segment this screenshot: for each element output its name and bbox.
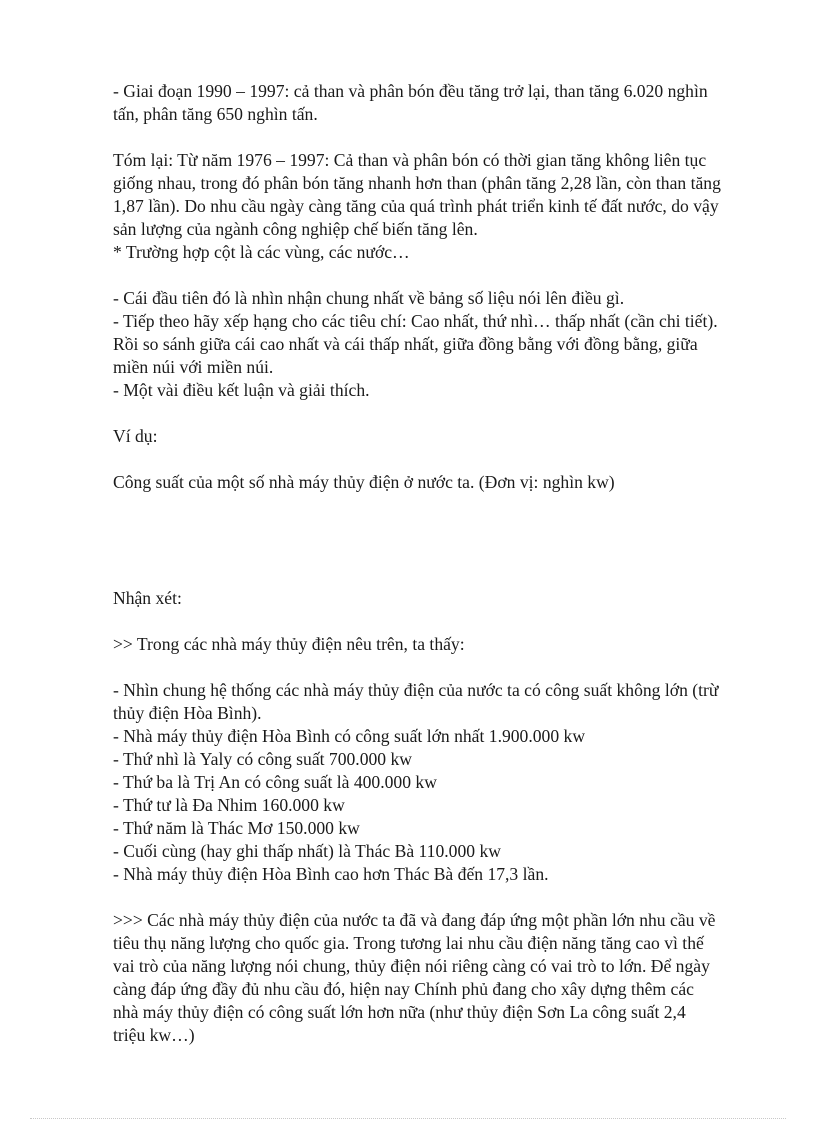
paragraph-period-1990-1997	[113, 80, 763, 126]
paragraph-conclusion	[113, 909, 763, 1047]
text-line: - Nhà máy thủy điện Hòa Bình có công suất lớn nhất 1.900.000 kw	[113, 726, 586, 746]
text-line: - Thứ nhì là Yaly có công suất 700.000 kw	[113, 749, 412, 769]
text-line: Tóm lại: Từ năm 1976 – 1997: Cả than và phân bón có thời gian tăng không liên tục	[113, 150, 707, 170]
text-line: tiêu thụ năng lượng cho quốc gia. Trong tương lai nhu cầu điện năng tăng cao vì thế	[113, 933, 704, 953]
text-line: tấn, phân tăng 650 nghìn tấn.	[113, 104, 318, 124]
text-line: - Thứ năm là Thác Mơ 150.000 kw	[113, 818, 360, 838]
text-line: nhà máy thủy điện có công suất lớn hơn nữa (như thủy điện Sơn La công suất 2,4	[113, 1002, 686, 1022]
text-line: * Trường hợp cột là các vùng, các nước…	[113, 242, 410, 262]
text-line: miền núi với miền núi.	[113, 357, 274, 377]
example-caption-text: Công suất của một số nhà máy thủy điện ở nước ta. (Đơn vị: nghìn kw)	[113, 472, 615, 492]
text-line: - Cuối cùng (hay ghi thấp nhất) là Thác Bà 110.000 kw	[113, 841, 501, 861]
paragraph-method-steps	[113, 287, 763, 402]
remark-label	[113, 587, 763, 610]
text-line: - Nhà máy thủy điện Hòa Bình cao hơn Thác Bà đến 17,3 lần.	[113, 864, 549, 884]
example-label-text: Ví dụ:	[113, 426, 158, 446]
text-line: - Giai đoạn 1990 – 1997: cả than và phân bón đều tăng trở lại, than tăng 6.020 nghìn	[113, 81, 708, 101]
text-line: Rồi so sánh giữa cái cao nhất và cái thấp nhất, giữa đồng bằng với đồng bằng, giữa	[113, 334, 698, 354]
text-line: triệu kw…)	[113, 1025, 195, 1045]
example-label	[113, 425, 763, 448]
text-line: - Tiếp theo hãy xếp hạng cho các tiêu chí: Cao nhất, thứ nhì… thấp nhất (cần chi tiết).	[113, 311, 718, 331]
text-line: - Một vài điều kết luận và giải thích.	[113, 380, 370, 400]
text-line: - Thứ tư là Đa Nhim 160.000 kw	[113, 795, 345, 815]
remark-intro-text: >> Trong các nhà máy thủy điện nêu trên, ta thấy:	[113, 634, 465, 654]
text-line: vai trò của năng lượng nói chung, thủy điện nói riêng càng có vai trò to lớn. Để ngày	[113, 956, 710, 976]
example-caption	[113, 471, 763, 494]
remark-label-text: Nhận xét:	[113, 588, 182, 608]
page-bottom-divider	[30, 1118, 786, 1119]
text-line: >>> Các nhà máy thủy điện của nước ta đã và đang đáp ứng một phần lớn nhu cầu về	[113, 910, 716, 930]
text-line: - Nhìn chung hệ thống các nhà máy thủy điện của nước ta có công suất không lớn (trừ	[113, 680, 719, 700]
text-line: giống nhau, trong đó phân bón tăng nhanh hơn than (phân tăng 2,28 lần, còn than tăng	[113, 173, 721, 193]
text-line: - Cái đầu tiên đó là nhìn nhận chung nhất về bảng số liệu nói lên điều gì.	[113, 288, 625, 308]
paragraph-summary	[113, 149, 763, 264]
text-line: càng đáp ứng đầy đủ nhu cầu đó, hiện nay Chính phủ đang cho xây dựng thêm các	[113, 979, 694, 999]
text-line: 1,87 lần). Do nhu cầu ngày càng tăng của quá trình phát triển kinh tế đất nước, do vậy	[113, 196, 719, 216]
paragraph-ranking	[113, 679, 763, 886]
document-body	[113, 80, 763, 1047]
text-line: thủy điện Hòa Bình).	[113, 703, 262, 723]
text-line: - Thứ ba là Trị An có công suất là 400.000 kw	[113, 772, 437, 792]
remark-intro	[113, 633, 763, 656]
text-line: sản lượng của ngành công nghiệp chế biến tăng lên.	[113, 219, 478, 239]
